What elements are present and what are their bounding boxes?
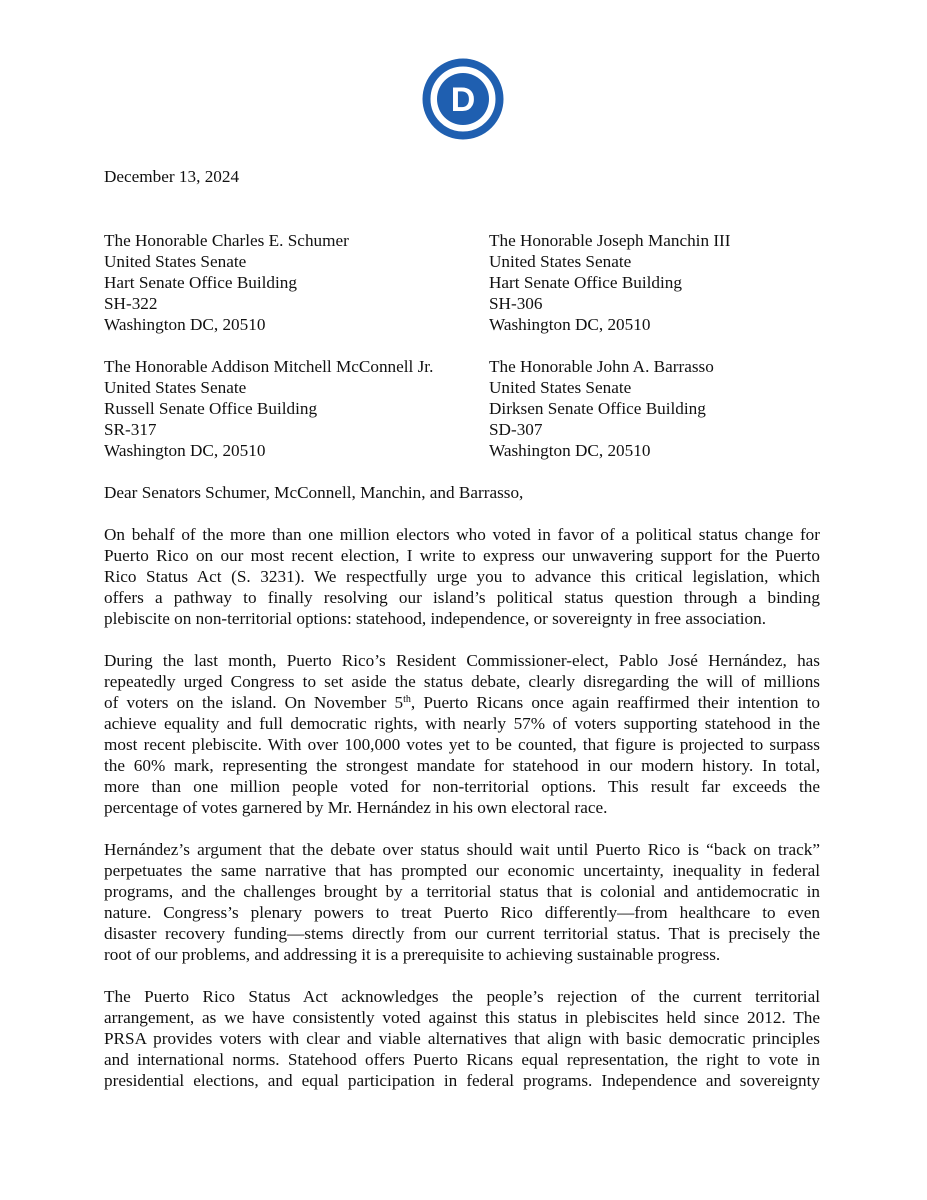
addressee-room: SH-306 xyxy=(489,294,543,313)
addressee-name: The Honorable Joseph Manchin III xyxy=(489,231,731,250)
paragraph-line: perpetuates the same narrative that has prompted our economic uncertainty, inequality in federal xyxy=(104,861,820,880)
paragraph-line: most recent plebiscite. With over 100,000 votes yet to be counted, that figure is projected to surpass xyxy=(104,735,820,754)
paragraph-line: On behalf of the more than one million electors who voted in favor of a political status change for xyxy=(104,525,820,544)
addressee-room: SR-317 xyxy=(104,420,157,439)
addressee-block xyxy=(489,230,731,335)
addressee-body: United States Senate xyxy=(104,252,247,271)
paragraph-line: arrangement, as we have consistently voted against this status in plebiscites held since 2012. The xyxy=(104,1008,820,1027)
paragraph-line-part: of voters on the island. On November 5 xyxy=(104,693,404,712)
paragraph-line: Hernández’s argument that the debate over status should wait until Puerto Rico is “back on track” xyxy=(104,840,820,859)
addressee-city: Washington DC, 20510 xyxy=(104,315,266,334)
paragraph-line: Puerto Rico on our most recent election, I write to express our unwavering support for the Puerto xyxy=(104,546,820,565)
body-paragraph xyxy=(104,839,820,965)
addressee-body: United States Senate xyxy=(489,252,632,271)
letter-date: December 13, 2024 xyxy=(104,167,240,186)
paragraph-line: the 60% mark, representing the strongest mandate for statehood in our modern history. In total, xyxy=(104,756,820,775)
paragraph-line: PRSA provides voters with clear and viable alternatives that align with basic democratic principles xyxy=(104,1029,820,1048)
addressee-name: The Honorable Addison Mitchell McConnell Jr. xyxy=(104,357,434,376)
addressee-name: The Honorable John A. Barrasso xyxy=(489,357,714,376)
democratic-party-logo-icon xyxy=(421,57,505,141)
paragraph-line: percentage of votes garnered by Mr. Hernández in his own electoral race. xyxy=(104,798,608,817)
addressee-building: Dirksen Senate Office Building xyxy=(489,399,706,418)
addressee-block xyxy=(489,356,714,461)
addressee-city: Washington DC, 20510 xyxy=(489,441,651,460)
paragraph-line-with-superscript xyxy=(104,692,820,713)
addressee-name: The Honorable Charles E. Schumer xyxy=(104,231,349,250)
paragraph-line: and international norms. Statehood offers Puerto Ricans equal representation, the right to vote in xyxy=(104,1050,820,1069)
logo-letter: D xyxy=(450,81,476,119)
paragraph-line: nature. Congress’s plenary powers to treat Puerto Rico differently—from healthcare to even xyxy=(104,903,820,922)
paragraph-line: more than one million people voted for non-territorial options. This result far exceeds the xyxy=(104,777,820,796)
paragraph-line: Rico Status Act (S. 3231). We respectfully urge you to advance this critical legislation, which xyxy=(104,567,820,586)
paragraph-line: During the last month, Puerto Rico’s Resident Commissioner-elect, Pablo José Hernández, has xyxy=(104,651,820,670)
body-paragraph xyxy=(104,986,820,1091)
addressee-building: Hart Senate Office Building xyxy=(104,273,297,292)
addressee-block xyxy=(104,230,349,335)
paragraph-line: root of our problems, and addressing it is a prerequisite to achieving sustainable progress. xyxy=(104,945,721,964)
paragraph-line: programs, and the challenges brought by a territorial status that is colonial and antidemocratic in xyxy=(104,882,820,901)
paragraph-line: The Puerto Rico Status Act acknowledges the people’s rejection of the current territorial xyxy=(104,987,820,1006)
paragraph-line: achieve equality and full democratic rights, with nearly 57% of voters supporting statehood in the xyxy=(104,714,820,733)
addressee-building: Hart Senate Office Building xyxy=(489,273,682,292)
paragraph-line: disaster recovery funding—stems directly from our current territorial status. That is precisely the xyxy=(104,924,820,943)
paragraph-line: presidential elections, and equal participation in federal programs. Independence and sovereignty xyxy=(104,1071,820,1090)
body-paragraph xyxy=(104,524,820,629)
paragraph-line-part: , Puerto Ricans once again reaffirmed their intention to xyxy=(410,693,820,712)
paragraph-line: plebiscite on non-territorial options: statehood, independence, or sovereignty in free association. xyxy=(104,609,767,628)
addressee-city: Washington DC, 20510 xyxy=(489,315,651,334)
addressee-block xyxy=(104,356,433,461)
body-paragraph xyxy=(104,650,820,818)
addressee-city: Washington DC, 20510 xyxy=(104,441,266,460)
paragraph-line: offers a pathway to finally resolving our island’s political status question through a binding xyxy=(104,588,820,607)
addressee-body: United States Senate xyxy=(489,378,632,397)
addressee-body: United States Senate xyxy=(104,378,247,397)
paragraph-line: repeatedly urged Congress to set aside the status debate, clearly disregarding the will of millions xyxy=(104,672,820,691)
addressee-room: SH-322 xyxy=(104,294,158,313)
salutation: Dear Senators Schumer, McConnell, Manchin, and Barrasso, xyxy=(104,483,524,502)
addressee-building: Russell Senate Office Building xyxy=(104,399,318,418)
addressee-room: SD-307 xyxy=(489,420,543,439)
ordinal-superscript: th xyxy=(403,694,411,705)
